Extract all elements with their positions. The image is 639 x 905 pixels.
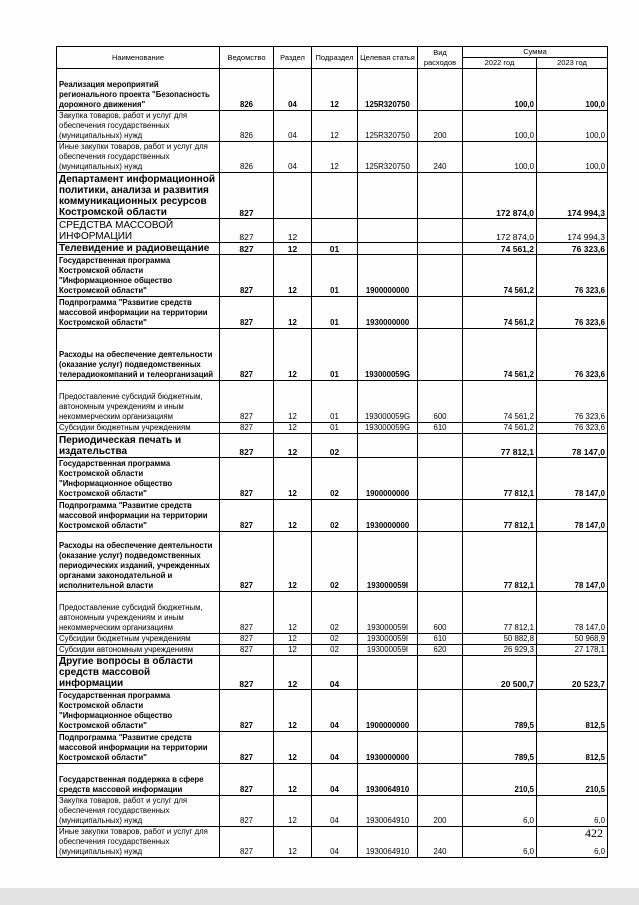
- cell-name: Субсидии бюджетным учреждениям: [57, 634, 220, 645]
- cell-target-article: [358, 173, 418, 219]
- cell-target-article: [358, 243, 418, 255]
- cell-sum-2022: 74 561,2: [463, 255, 537, 297]
- page-number: 422: [585, 826, 603, 840]
- cell-razdel: 12: [274, 690, 312, 732]
- cell-name: Государственная поддержка в сфере средств массовой информации: [57, 764, 220, 796]
- cell-podrazdel: 04: [312, 827, 358, 858]
- cell-name: СРЕДСТВА МАССОВОЙ ИНФОРМАЦИИ: [57, 219, 220, 243]
- cell-vedomstvo: 827: [220, 434, 274, 458]
- cell-sum-2022: 20 500,7: [463, 656, 537, 690]
- cell-sum-2023: 76 323,6: [537, 243, 608, 255]
- cell-sum-2022: 6,0: [463, 827, 537, 858]
- cell-target-article: 193000059I: [358, 645, 418, 656]
- table-row: [57, 423, 608, 434]
- table-row: [57, 297, 608, 329]
- cell-expense-type: [418, 243, 463, 255]
- cell-razdel: 12: [274, 255, 312, 297]
- cell-name: Государственная программа Костромской области "Информационное общество Костромской области": [57, 458, 220, 500]
- cell-vedomstvo: 827: [220, 243, 274, 255]
- cell-vedomstvo: 827: [220, 381, 274, 423]
- table-row: [57, 434, 608, 458]
- cell-target-article: 1900000000: [358, 458, 418, 500]
- col-header-vedomstvo: Ведомство: [220, 47, 274, 69]
- cell-podrazdel: 04: [312, 656, 358, 690]
- cell-expense-type: [418, 532, 463, 592]
- cell-vedomstvo: 826: [220, 69, 274, 111]
- cell-podrazdel: 02: [312, 458, 358, 500]
- cell-name: Закупка товаров, работ и услуг для обеспечения государственных (муниципальных) нужд: [57, 111, 220, 142]
- cell-podrazdel: [312, 173, 358, 219]
- cell-podrazdel: 02: [312, 532, 358, 592]
- cell-sum-2023: 76 323,6: [537, 381, 608, 423]
- cell-target-article: 1930000000: [358, 500, 418, 532]
- cell-sum-2023: 100,0: [537, 111, 608, 142]
- cell-expense-type: 620: [418, 645, 463, 656]
- cell-vedomstvo: 827: [220, 592, 274, 634]
- cell-razdel: 04: [274, 111, 312, 142]
- cell-vedomstvo: 827: [220, 645, 274, 656]
- cell-vedomstvo: 826: [220, 142, 274, 173]
- cell-sum-2022: 172 874,0: [463, 173, 537, 219]
- table-row: [57, 69, 608, 111]
- cell-razdel: 12: [274, 219, 312, 243]
- cell-sum-2023: 812,5: [537, 690, 608, 732]
- cell-expense-type: 200: [418, 796, 463, 827]
- cell-vedomstvo: 827: [220, 796, 274, 827]
- cell-sum-2023: 78 147,0: [537, 500, 608, 532]
- table-row: [57, 732, 608, 764]
- cell-sum-2022: 77 812,1: [463, 458, 537, 500]
- table-row: [57, 243, 608, 255]
- cell-sum-2023: 78 147,0: [537, 434, 608, 458]
- cell-sum-2023: 50 968,9: [537, 634, 608, 645]
- cell-expense-type: [418, 458, 463, 500]
- cell-target-article: 1900000000: [358, 255, 418, 297]
- table-row: [57, 656, 608, 690]
- cell-target-article: 193000059G: [358, 329, 418, 381]
- cell-vedomstvo: 827: [220, 219, 274, 243]
- table-row: [57, 255, 608, 297]
- cell-expense-type: [418, 69, 463, 111]
- cell-expense-type: [418, 297, 463, 329]
- cell-razdel: 04: [274, 142, 312, 173]
- table-row: [57, 381, 608, 423]
- cell-sum-2022: 74 561,2: [463, 381, 537, 423]
- cell-sum-2022: 210,5: [463, 764, 537, 796]
- cell-sum-2023: 76 323,6: [537, 297, 608, 329]
- cell-vedomstvo: 827: [220, 827, 274, 858]
- cell-sum-2022: 789,5: [463, 732, 537, 764]
- budget-table: [56, 46, 608, 858]
- cell-sum-2023: 76 323,6: [537, 329, 608, 381]
- cell-razdel: 12: [274, 500, 312, 532]
- cell-razdel: 12: [274, 827, 312, 858]
- cell-sum-2022: 50 882,8: [463, 634, 537, 645]
- cell-name: Периодическая печать и издательства: [57, 434, 220, 458]
- col-header-target-article: Целевая статья: [358, 47, 418, 69]
- cell-vedomstvo: 827: [220, 656, 274, 690]
- cell-expense-type: 610: [418, 634, 463, 645]
- cell-sum-2022: 100,0: [463, 142, 537, 173]
- cell-podrazdel: 12: [312, 142, 358, 173]
- cell-sum-2023: 812,5: [537, 732, 608, 764]
- cell-name: Предоставление субсидий бюджетным, автономным учреждениям и иным некоммерческим организациям: [57, 381, 220, 423]
- cell-vedomstvo: 827: [220, 255, 274, 297]
- cell-target-article: 125R320750: [358, 142, 418, 173]
- cell-sum-2023: 174 994,3: [537, 173, 608, 219]
- table-row: [57, 329, 608, 381]
- table-row: [57, 219, 608, 243]
- table-row: [57, 634, 608, 645]
- cell-razdel: 12: [274, 732, 312, 764]
- cell-target-article: 1930064910: [358, 796, 418, 827]
- col-header-expense-type: Вид расходов: [418, 47, 463, 69]
- cell-podrazdel: 01: [312, 243, 358, 255]
- cell-name: Государственная программа Костромской области "Информационное общество Костромской области": [57, 255, 220, 297]
- scan-edge: [0, 888, 639, 905]
- cell-sum-2022: 74 561,2: [463, 297, 537, 329]
- cell-podrazdel: 01: [312, 297, 358, 329]
- col-header-razdel: Раздел: [274, 47, 312, 69]
- cell-name: Подпрограмма "Развитие средств массовой информации на территории Костромской области": [57, 500, 220, 532]
- cell-expense-type: [418, 329, 463, 381]
- cell-podrazdel: 04: [312, 796, 358, 827]
- cell-expense-type: 200: [418, 111, 463, 142]
- cell-expense-type: [418, 764, 463, 796]
- cell-target-article: 1930000000: [358, 297, 418, 329]
- cell-sum-2022: 100,0: [463, 111, 537, 142]
- cell-sum-2022: 172 874,0: [463, 219, 537, 243]
- cell-podrazdel: 02: [312, 634, 358, 645]
- cell-target-article: 125R320750: [358, 69, 418, 111]
- cell-podrazdel: 02: [312, 434, 358, 458]
- table-row: [57, 500, 608, 532]
- cell-sum-2022: 100,0: [463, 69, 537, 111]
- cell-vedomstvo: 827: [220, 500, 274, 532]
- cell-name: Подпрограмма "Развитие средств массовой информации на территории Костромской области": [57, 732, 220, 764]
- cell-name: Департамент информационной политики, анализа и развития коммуникационных ресурсов Костромской области: [57, 173, 220, 219]
- cell-razdel: 12: [274, 645, 312, 656]
- cell-target-article: 1900000000: [358, 690, 418, 732]
- cell-razdel: 12: [274, 434, 312, 458]
- cell-name: Государственная программа Костромской области "Информационное общество Костромской области": [57, 690, 220, 732]
- cell-target-article: [358, 656, 418, 690]
- cell-target-article: 193000059G: [358, 423, 418, 434]
- cell-sum-2023: 6,0: [537, 827, 608, 858]
- cell-target-article: 1930064910: [358, 764, 418, 796]
- cell-name: Расходы на обеспечение деятельности (оказание услуг) подведомственных периодических изданий, учрежденных органами законодательной и исполнительной власти: [57, 532, 220, 592]
- cell-podrazdel: 01: [312, 423, 358, 434]
- cell-sum-2023: 78 147,0: [537, 592, 608, 634]
- cell-vedomstvo: 827: [220, 764, 274, 796]
- cell-razdel: 12: [274, 656, 312, 690]
- col-header-name: Наименование: [57, 47, 220, 69]
- budget-table-body: [57, 69, 608, 858]
- cell-expense-type: 600: [418, 381, 463, 423]
- cell-vedomstvo: 827: [220, 329, 274, 381]
- cell-target-article: [358, 219, 418, 243]
- cell-expense-type: [418, 173, 463, 219]
- cell-razdel: 12: [274, 458, 312, 500]
- cell-expense-type: [418, 219, 463, 243]
- cell-sum-2022: 74 561,2: [463, 243, 537, 255]
- cell-sum-2023: 27 178,1: [537, 645, 608, 656]
- cell-podrazdel: [312, 219, 358, 243]
- cell-name: Иные закупки товаров, работ и услуг для обеспечения государственных (муниципальных) нужд: [57, 142, 220, 173]
- cell-sum-2023: 100,0: [537, 142, 608, 173]
- cell-vedomstvo: 827: [220, 423, 274, 434]
- cell-target-article: 125R320750: [358, 111, 418, 142]
- cell-vedomstvo: 827: [220, 690, 274, 732]
- cell-razdel: 12: [274, 423, 312, 434]
- cell-podrazdel: 04: [312, 764, 358, 796]
- cell-expense-type: [418, 690, 463, 732]
- table-row: [57, 827, 608, 858]
- cell-sum-2022: 77 812,1: [463, 532, 537, 592]
- cell-expense-type: 240: [418, 142, 463, 173]
- cell-sum-2022: 74 561,2: [463, 329, 537, 381]
- cell-target-article: 1930064910: [358, 827, 418, 858]
- table-row: [57, 458, 608, 500]
- table-row: [57, 690, 608, 732]
- cell-podrazdel: 04: [312, 732, 358, 764]
- cell-expense-type: [418, 255, 463, 297]
- cell-vedomstvo: 827: [220, 634, 274, 645]
- cell-name: Реализация мероприятий регионального проекта "Безопасность дорожного движения": [57, 69, 220, 111]
- cell-target-article: 1930000000: [358, 732, 418, 764]
- cell-razdel: 12: [274, 592, 312, 634]
- cell-vedomstvo: 827: [220, 173, 274, 219]
- cell-expense-type: [418, 434, 463, 458]
- cell-podrazdel: 12: [312, 69, 358, 111]
- cell-razdel: 04: [274, 69, 312, 111]
- cell-podrazdel: 01: [312, 255, 358, 297]
- cell-sum-2022: 789,5: [463, 690, 537, 732]
- cell-razdel: 12: [274, 796, 312, 827]
- cell-vedomstvo: 827: [220, 458, 274, 500]
- cell-sum-2022: 74 561,2: [463, 423, 537, 434]
- cell-sum-2023: 20 523,7: [537, 656, 608, 690]
- cell-podrazdel: 02: [312, 645, 358, 656]
- cell-vedomstvo: 827: [220, 732, 274, 764]
- cell-sum-2022: 6,0: [463, 796, 537, 827]
- cell-razdel: 12: [274, 329, 312, 381]
- cell-target-article: 193000059G: [358, 381, 418, 423]
- cell-target-article: [358, 434, 418, 458]
- cell-target-article: 193000059I: [358, 532, 418, 592]
- cell-sum-2022: 77 812,1: [463, 592, 537, 634]
- cell-expense-type: [418, 500, 463, 532]
- cell-razdel: 12: [274, 764, 312, 796]
- cell-sum-2023: 78 147,0: [537, 458, 608, 500]
- cell-expense-type: 610: [418, 423, 463, 434]
- cell-name: Другие вопросы в области средств массовой информации: [57, 656, 220, 690]
- cell-expense-type: 240: [418, 827, 463, 858]
- cell-name: Подпрограмма "Развитие средств массовой информации на территории Костромской области": [57, 297, 220, 329]
- cell-razdel: 12: [274, 634, 312, 645]
- col-header-sum: Сумма: [463, 47, 608, 58]
- cell-vedomstvo: 826: [220, 111, 274, 142]
- cell-name: Предоставление субсидий бюджетным, автономным учреждениям и иным некоммерческим организациям: [57, 592, 220, 634]
- cell-vedomstvo: 827: [220, 532, 274, 592]
- cell-podrazdel: 01: [312, 329, 358, 381]
- table-row: [57, 592, 608, 634]
- cell-podrazdel: 02: [312, 592, 358, 634]
- col-header-year-2022: 2022 год: [463, 58, 537, 69]
- table-row: [57, 142, 608, 173]
- cell-razdel: 12: [274, 381, 312, 423]
- table-row: [57, 645, 608, 656]
- cell-podrazdel: 04: [312, 690, 358, 732]
- cell-sum-2023: 76 323,6: [537, 423, 608, 434]
- cell-sum-2022: 77 812,1: [463, 434, 537, 458]
- cell-podrazdel: 12: [312, 111, 358, 142]
- cell-name: Иные закупки товаров, работ и услуг для обеспечения государственных (муниципальных) нужд: [57, 827, 220, 858]
- cell-target-article: 193000059I: [358, 634, 418, 645]
- cell-sum-2022: 26 929,3: [463, 645, 537, 656]
- col-header-year-2023: 2023 год: [537, 58, 608, 69]
- table-row: [57, 111, 608, 142]
- cell-target-article: 193000059I: [358, 592, 418, 634]
- cell-razdel: 12: [274, 297, 312, 329]
- cell-name: Субсидии автономным учреждениям: [57, 645, 220, 656]
- cell-sum-2023: 174 994,3: [537, 219, 608, 243]
- table-row: [57, 764, 608, 796]
- table-row: [57, 532, 608, 592]
- cell-sum-2023: 210,5: [537, 764, 608, 796]
- cell-name: Расходы на обеспечение деятельности (оказание услуг) подведомственных телерадиокомпаний и телеорганизаций: [57, 329, 220, 381]
- cell-razdel: 12: [274, 243, 312, 255]
- cell-razdel: 12: [274, 532, 312, 592]
- cell-sum-2022: 77 812,1: [463, 500, 537, 532]
- cell-razdel: [274, 173, 312, 219]
- cell-expense-type: 600: [418, 592, 463, 634]
- cell-sum-2023: 6,0: [537, 796, 608, 827]
- cell-podrazdel: 02: [312, 500, 358, 532]
- cell-sum-2023: 100,0: [537, 69, 608, 111]
- col-header-podrazdel: Подраздел: [312, 47, 358, 69]
- cell-expense-type: [418, 656, 463, 690]
- cell-vedomstvo: 827: [220, 297, 274, 329]
- cell-name: Субсидии бюджетным учреждениям: [57, 423, 220, 434]
- cell-expense-type: [418, 732, 463, 764]
- cell-sum-2023: 76 323,6: [537, 255, 608, 297]
- table-row: [57, 796, 608, 827]
- cell-name: Закупка товаров, работ и услуг для обеспечения государственных (муниципальных) нужд: [57, 796, 220, 827]
- table-row: [57, 173, 608, 219]
- cell-sum-2023: 78 147,0: [537, 532, 608, 592]
- cell-name: Телевидение и радиовещание: [57, 243, 220, 255]
- cell-podrazdel: 01: [312, 381, 358, 423]
